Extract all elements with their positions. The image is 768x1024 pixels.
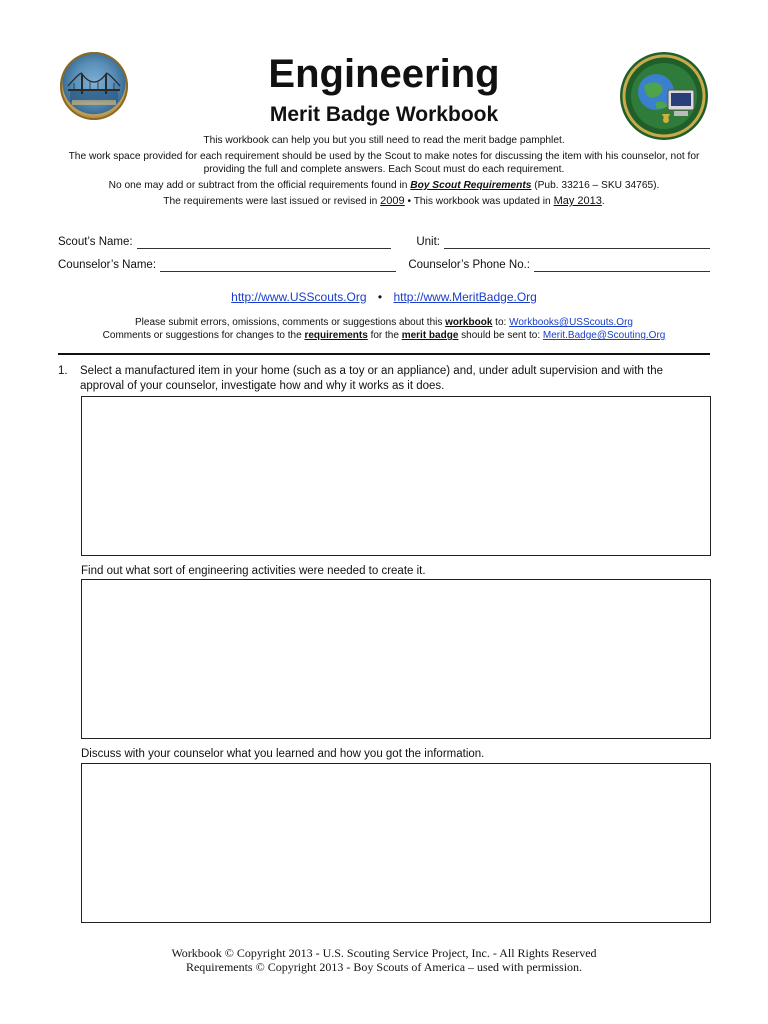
scout-name-label: Scout’s Name: [58, 236, 133, 248]
intro-line-3 [58, 179, 710, 192]
counselor-phone-label: Counselor’s Phone No.: [408, 259, 530, 271]
counselor-phone-line[interactable] [534, 259, 710, 272]
submit-workbook-word: workbook [445, 317, 493, 328]
intro-line-2b: providing the full and complete answers. Each Scout must do each requirement. [203, 164, 565, 175]
workbooks-email-link[interactable]: Workbooks@USScouts.Org [509, 317, 633, 328]
submit-line-1-mid: to: [492, 317, 510, 328]
submit-line-2-pre: Comments or suggestions for changes to the [102, 330, 305, 341]
intro-line-1: This workbook can help you but you still need to read the merit badge pamphlet. [203, 135, 565, 146]
intro-bullet: • [404, 196, 414, 207]
intro-line-4-mid: This workbook was updated in [413, 196, 554, 207]
answer-box-2[interactable] [81, 579, 711, 739]
counselor-name-field[interactable] [58, 259, 396, 272]
intro-line-2a: The work space provided for each requirement should be used by the Scout to make notes for discussing the item with his counselor, not for [68, 151, 700, 162]
counselor-name-label: Counselor’s Name: [58, 259, 157, 271]
submit-line-1 [58, 316, 710, 329]
intro-line-3-post: (Pub. 33216 – SKU 34765). [531, 180, 660, 191]
scout-name-field[interactable] [58, 236, 391, 249]
submit-merit-badge-word: merit badge [401, 330, 459, 341]
submit-line-2-mid: for the [367, 330, 402, 341]
requirements-book-title: Boy Scout Requirements [410, 180, 532, 191]
intro-line-4-end: . [601, 196, 605, 207]
counselor-name-line[interactable] [160, 259, 396, 272]
page-subtitle: Merit Badge Workbook [269, 103, 499, 126]
field-row-2 [58, 259, 710, 272]
link-separator: • [377, 290, 383, 304]
answer-box-3[interactable] [81, 763, 711, 923]
counselor-phone-field[interactable] [408, 259, 710, 272]
meritbadge-link[interactable]: http://www.MeritBadge.Org [393, 290, 537, 304]
website-links [0, 290, 768, 304]
submit-line-1-pre: Please submit errors, omissions, comments or suggestions about this [135, 317, 446, 328]
submit-line-2 [58, 329, 710, 342]
requirement-prompt-2: Find out what sort of engineering activities were needed to create it. [81, 565, 426, 577]
intro-line-4 [58, 195, 710, 208]
issued-year: 2009 [380, 195, 405, 207]
merit-badge-email-link[interactable]: Merit.Badge@Scouting.Org [542, 330, 666, 341]
footer-line-2: Requirements © Copyright 2013 - Boy Scouts of America – used with permission. [185, 960, 583, 974]
answer-box-1[interactable] [81, 396, 711, 556]
page-title: Engineering [268, 52, 500, 96]
submit-line-2-post: should be sent to: [458, 330, 543, 341]
submit-requirements-word: requirements [304, 330, 368, 341]
requirement-prompt-3: Discuss with your counselor what you learned and how you got the information. [81, 748, 485, 760]
unit-line[interactable] [444, 236, 710, 249]
copyright-footer [0, 946, 768, 974]
intro-line-3-pre: No one may add or subtract from the official requirements found in [108, 180, 411, 191]
intro-text [58, 134, 710, 208]
scout-name-line[interactable] [137, 236, 391, 249]
intro-line-4-pre: The requirements were last issued or revised in [163, 196, 381, 207]
submission-notes [58, 316, 710, 342]
footer-line-1: Workbook © Copyright 2013 - U.S. Scouting Service Project, Inc. - All Rights Reserved [171, 946, 597, 960]
field-row-1 [58, 236, 710, 249]
unit-field[interactable] [416, 236, 710, 249]
requirement-text: Select a manufactured item in your home (such as a toy or an appliance) and, under adult supervision and with the approval of your counselor, investigate how and why it works as it does. [80, 365, 664, 392]
updated-date: May 2013 [553, 195, 602, 207]
section-divider [58, 353, 710, 355]
unit-label: Unit: [416, 236, 440, 248]
requirement-number: 1. [58, 365, 68, 377]
usscouts-link[interactable]: http://www.USScouts.Org [231, 290, 367, 304]
